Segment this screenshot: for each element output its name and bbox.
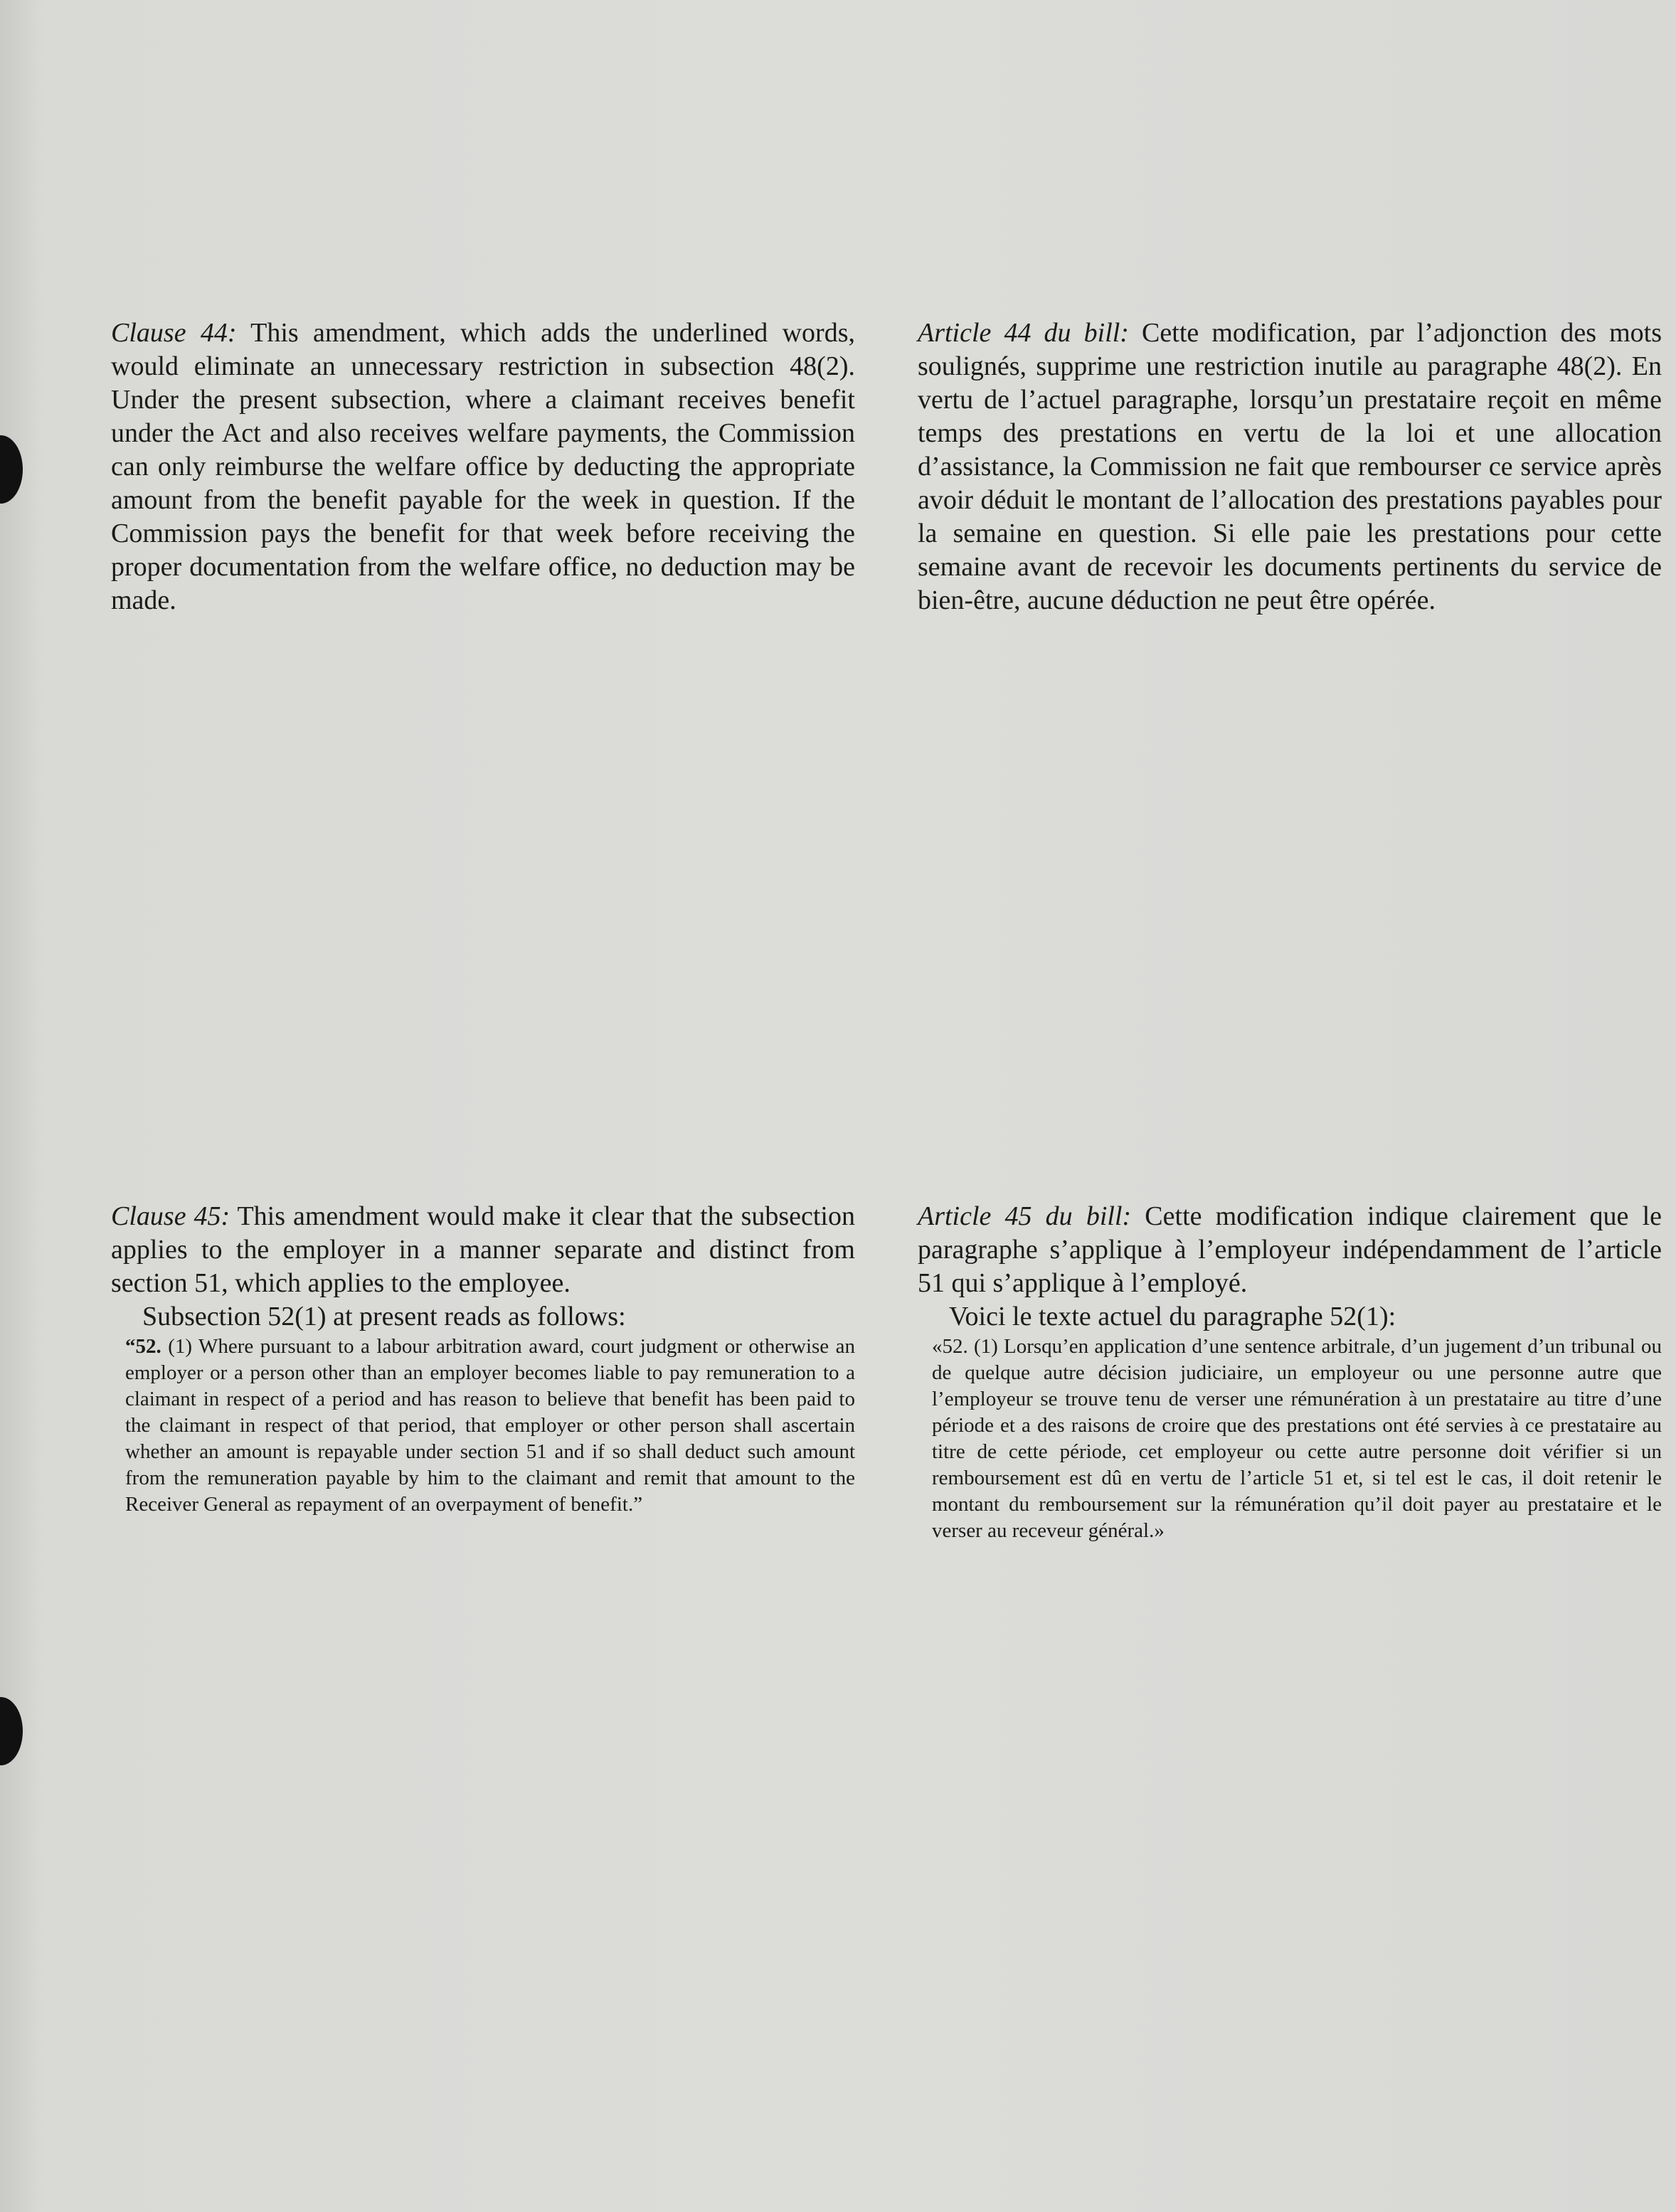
clause-45-quote-text: (1) Where pursuant to a labour arbitration award, court judgment or otherwise an employer or a person other than an employer becomes liable to pay remuneration to a claimant in respect of a period and has reason to believe that benefit has been paid to the claimant in respect of that period, that employer or other person shall ascertain whether an amount is repayable under section 51 and if so shall deduct such amount from the remuneration payable by him to the claimant and remit that amount to the Receiver General as repayment of an overpayment of benefit.” <box>125 1335 856 1516</box>
clause-45-intro: Subsection 52(1) at present reads as follows: <box>142 1302 626 1331</box>
clause-45-label: Clause 45: <box>111 1201 230 1231</box>
article-45-block <box>918 1200 1662 1544</box>
clause-45-quote-lead: “52. <box>125 1335 161 1358</box>
article-45-intro: Voici le texte actuel du paragraphe 52(1): <box>949 1302 1396 1331</box>
binder-hole-bottom <box>0 1697 23 1765</box>
clause-45-text: This amendment would make it clear that the subsection applies to the employer in a manner separate and distinct from section 51, which applies to the employee. <box>111 1201 855 1298</box>
clause-44-block <box>111 317 855 617</box>
clause-44-label: Clause 44: <box>111 318 237 348</box>
clause-44-paragraph <box>111 317 855 617</box>
article-45-label: Article 45 du bill: <box>918 1201 1132 1231</box>
clause-45-quote <box>111 1334 855 1518</box>
clause-44-text: This amendment, which adds the underlined words, would eliminate an unnecessary restriction in subsection 48(2). Under the present subsection, where a claimant receives benefit under the Act and also receives welfare payments, the Commission can only reimburse the welfare office by deducting the appropriate amount from the benefit payable for the week in question. If the Commission pays the benefit for that week before receiving the proper documentation from the welfare office, no deduction may be made. <box>111 318 855 615</box>
article-44-paragraph <box>918 317 1662 617</box>
article-44-label: Article 44 du bill: <box>918 318 1129 348</box>
binder-hole-top <box>0 435 23 504</box>
clause-45-block <box>111 1200 855 1518</box>
article-45-paragraph <box>918 1200 1662 1300</box>
article-45-text: Cette modification indique clairement que le paragraphe s’applique à l’employeur indépendamment de l’article 51 qui s’applique à l’employé. <box>918 1201 1662 1298</box>
article-44-block <box>918 317 1662 617</box>
article-44-text: Cette modification, par l’adjonction des mots soulignés, supprime une restriction inutile au paragraphe 48(2). En vertu de l’actuel paragraphe, lorsqu’un prestataire reçoit en même temps des prestations en vertu de la loi et une allocation d’assistance, la Commission ne fait que rembourser ce service après avoir déduit le montant de l’allocation des prestations payables pour la semaine en question. Si elle paie les prestations pour cette semaine avant de recevoir les documents pertinents du service de bien-être, aucune déduction ne peut être opérée. <box>918 318 1662 615</box>
article-45-quote: «52. (1) Lorsqu’en application d’une sentence arbitrale, d’un jugement d’un tribunal ou de quelque autre décision judiciaire, un employeur ou une personne autre que l’employeur se trouve tenu de verser une rémunération à un prestataire au titre d’une période et a des raisons de croire que des prestations ont été servies à ce prestataire au titre de cette période, cet employeur ou cette autre personne doit vérifier si un remboursement est dû en vertu de l’article 51 et, si tel est le cas, il doit retenir le montant du remboursement sur la rémunération qu’il doit payer au prestataire et le verser au receveur général.» <box>932 1335 1662 1542</box>
clause-45-paragraph <box>111 1200 855 1300</box>
